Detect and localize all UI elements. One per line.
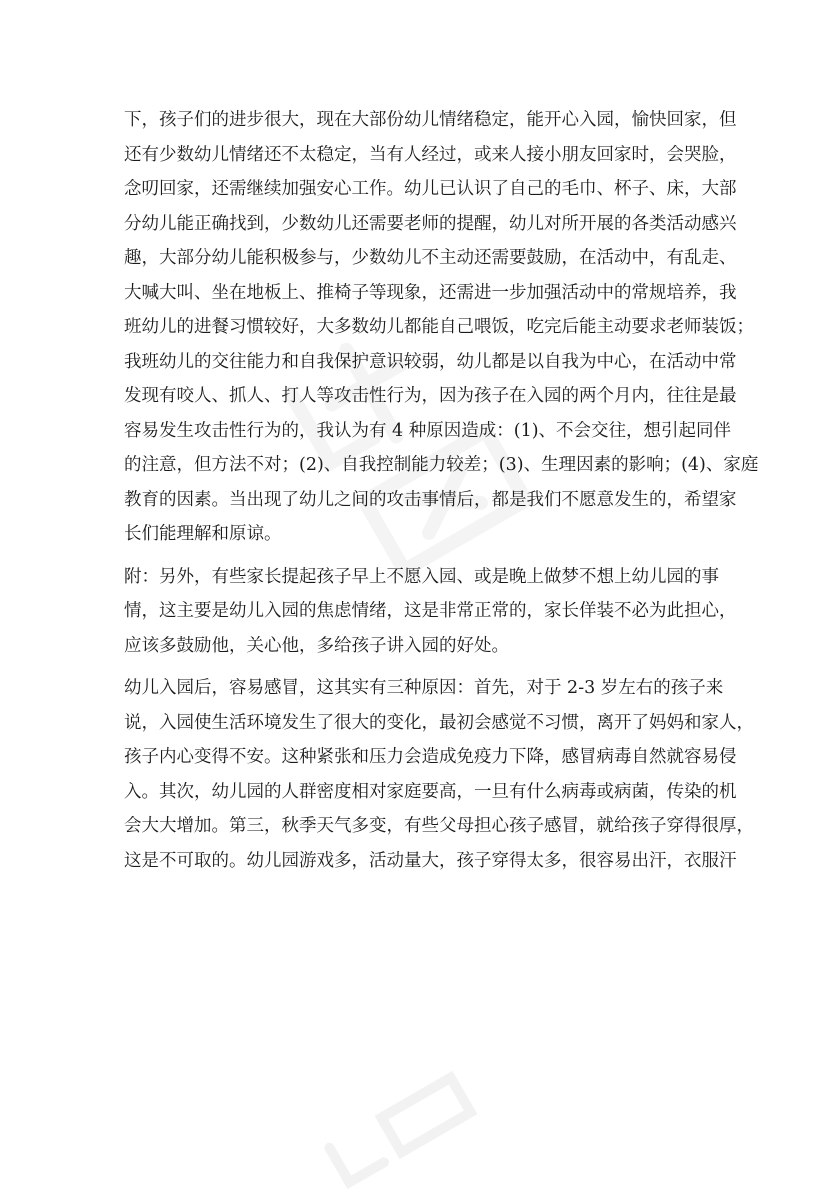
paragraph: [124, 560, 737, 664]
text-line: 会大大增加。第三，秋季天气多变，有些父母担心孩子感冒，就给孩子穿得很厚，: [124, 816, 754, 836]
text-line: 附：另外，有些家长提起孩子早上不愿入园、或是晚上做梦不想上幼儿园的事: [124, 566, 719, 587]
text-line: 我班幼儿的交往能力和自我保护意识较弱，幼儿都是以自我为中心，在活动中常: [124, 351, 737, 372]
text-line: 这是不可取的。幼儿园游戏多，活动量大，孩子穿得太多，很容易出汗，衣服汗: [124, 850, 737, 871]
text-line: 班幼儿的进餐习惯较好，大多数幼儿都能自己喂饭，吃完后能主动要求老师装饭；: [124, 317, 754, 337]
text-line: 还有少数幼儿情绪还不太稳定，当有人经过，或来人接小朋友回家时，会哭脸，: [124, 144, 737, 165]
text-line: 长们能理解和原谅。: [124, 524, 282, 544]
text-line: 教育的因素。当出现了幼儿之间的攻击事情后，都是我们不愿意发生的，希望家: [124, 489, 737, 510]
text-line: 应该多鼓励他，关心他，多给孩子讲入园的好处。: [124, 635, 509, 656]
text-line: 念叨回家，还需继续加强安心工作。幼儿已认识了自己的毛巾、杯子、床，大部: [124, 179, 737, 199]
paragraph-gap: [124, 552, 710, 560]
paragraph-gap: [124, 663, 710, 671]
text-line: 下，孩子们的进步很大，现在大部份幼儿情绪稳定，能开心入园，愉快回家，但: [124, 110, 737, 130]
text-line: 容易发生攻击性行为的，我认为有 4 种原因造成：(1)、不会交往，想引起同伴: [124, 420, 732, 441]
text-line: 大喊大叫、坐在地板上、推椅子等现象，还需进一步加强活动中的常规培养，我: [124, 282, 737, 303]
document-body: [124, 103, 759, 878]
text-line: 发现有咬人、抓人、打人等攻击性行为，因为孩子在入园的两个月内，往往是最: [124, 386, 737, 406]
text-line: 入。其次，幼儿园的人群密度相对家庭要高，一旦有什么病毒或病菌，传染的机: [124, 781, 737, 802]
text-line: 幼儿入园后，容易感冒，这其实有三种原因：首先，对于 2-3 岁左右的孩子来: [124, 678, 724, 698]
watermark-icon: [316, 1064, 485, 1196]
text-line: 分幼儿能正确找到，少数幼儿还需要老师的提醒，幼儿对所开展的各类活动感兴: [124, 213, 737, 234]
paragraph: [124, 671, 754, 878]
text-line: 情，这主要是幼儿入园的焦虑情绪，这是非常正常的，家长佯装不必为此担心，: [124, 601, 737, 621]
text-line: 说，入园使生活环境发生了很大的变化，最初会感觉不习惯，离开了妈妈和家人，: [124, 712, 754, 733]
text-line: 趣，大部分幼儿能积极参与，少数幼儿不主动还需要鼓励，在活动中，有乱走、: [124, 248, 737, 268]
text-line: 孩子内心变得不安。这种紧张和压力会造成免疫力下降，感冒病毒自然就容易侵: [124, 747, 737, 767]
paragraph: [124, 103, 759, 552]
text-line: 的注意，但方法不对；(2)、自我控制能力较差；(3)、生理因素的影响；(4)、家庭: [124, 455, 759, 475]
